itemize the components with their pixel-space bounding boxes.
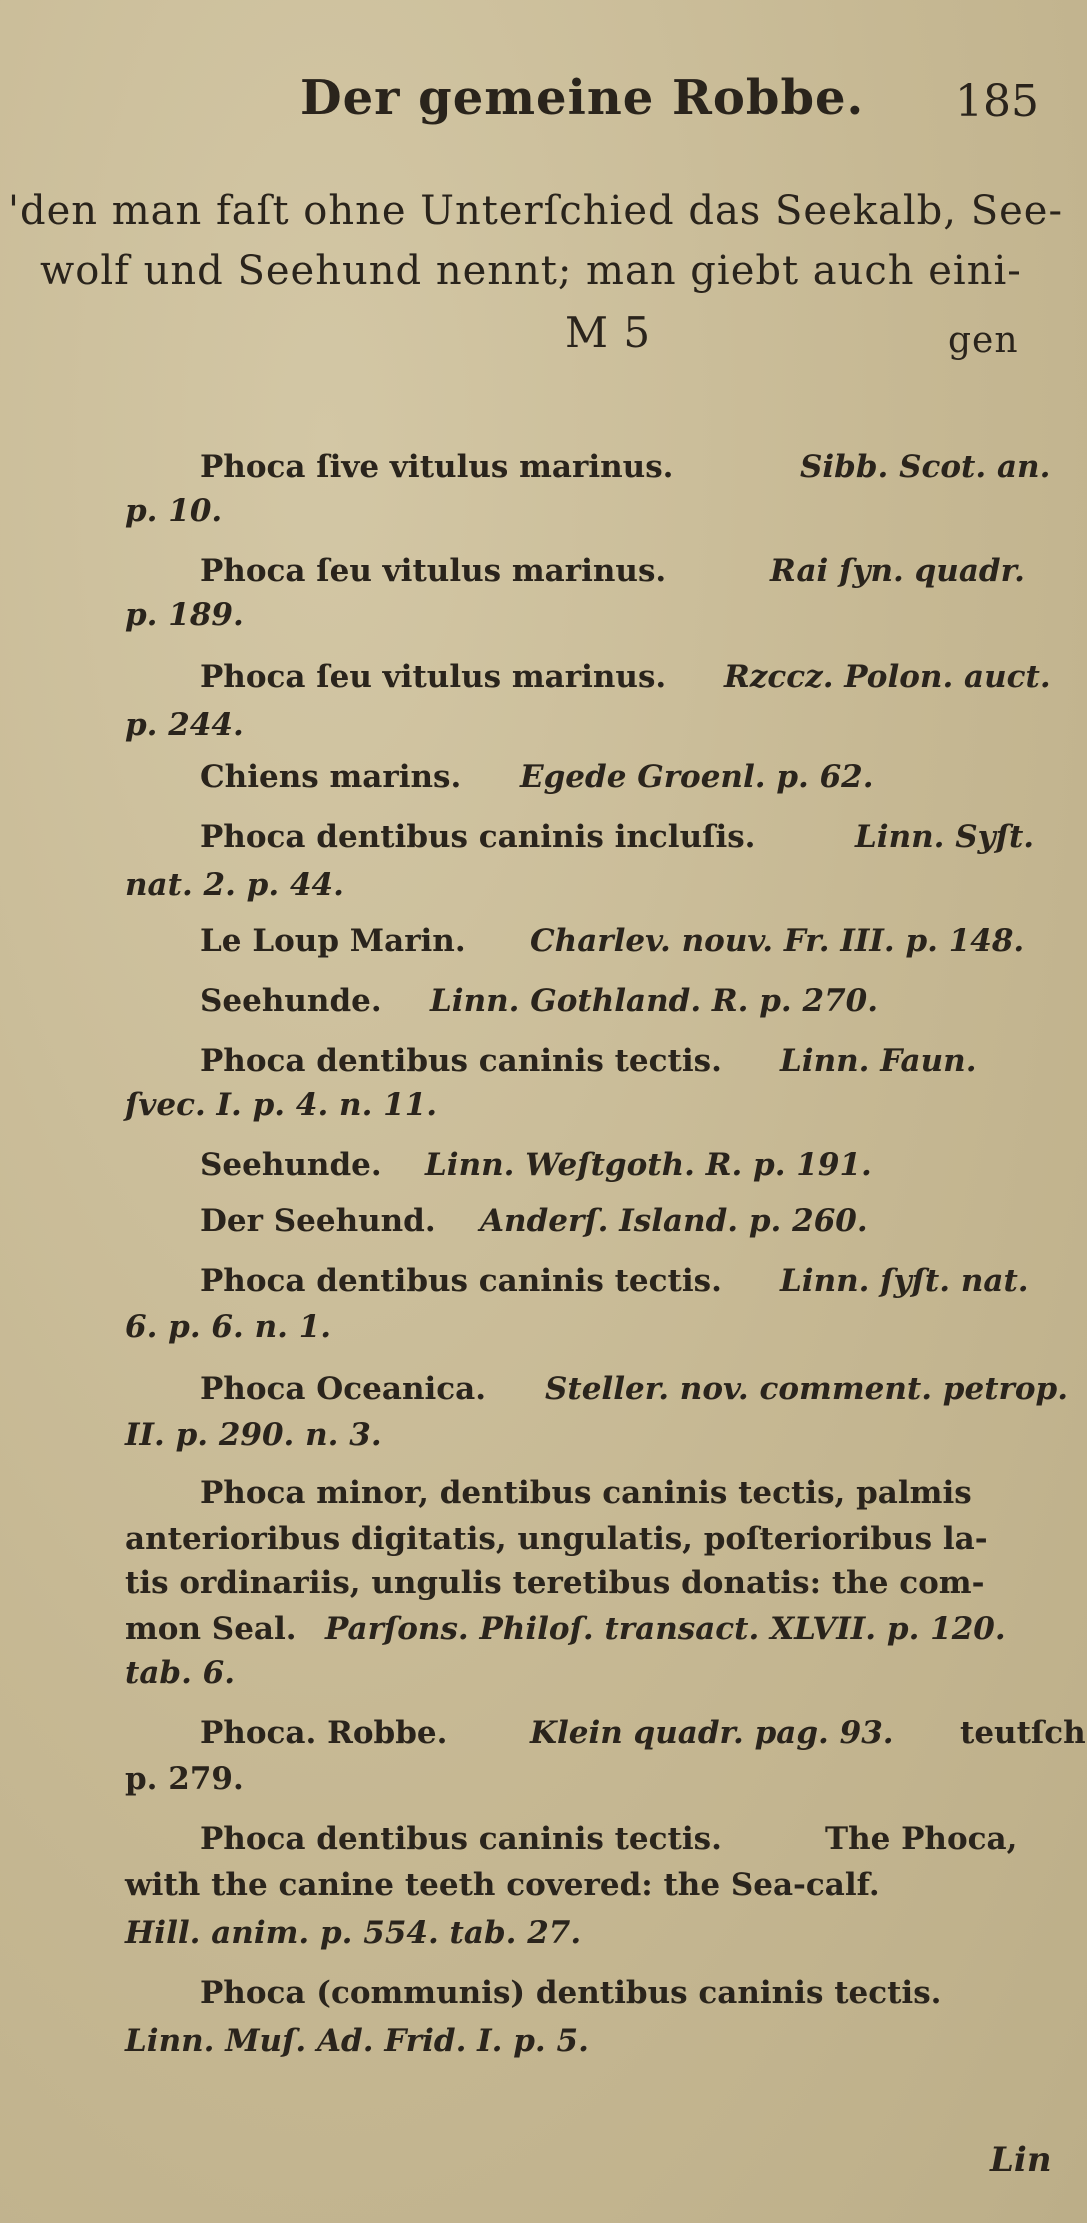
citation-ref: Linn. Syſt. — [855, 819, 1035, 855]
citation-11 — [200, 1263, 1029, 1299]
citation-text: Phoca dentibus caninis tectis. — [200, 1263, 722, 1299]
citation-3 — [200, 659, 1051, 695]
citation-text: Chiens marins. — [200, 759, 462, 795]
citation-ref: Klein quadr. pag. 93. — [530, 1715, 894, 1751]
citation-9 — [200, 1147, 872, 1183]
citation-1-cont: p. 10. — [125, 493, 223, 529]
citation-text: Seehunde. — [200, 1147, 382, 1183]
citation-3-cont: p. 244. — [125, 707, 244, 743]
citation-text: Seehunde. — [200, 983, 382, 1019]
citation-text: Phoca dentibus caninis incluſis. — [200, 819, 756, 855]
citation-ref: Steller. nov. comment. petrop. — [545, 1371, 1068, 1407]
citation-ref: Rai ſyn. quadr. — [770, 553, 1025, 589]
citation-12 — [200, 1371, 1068, 1407]
citation-text: Phoca. Robbe. — [200, 1715, 448, 1751]
citation-ref: Egede Groenl. p. 62. — [520, 759, 874, 795]
citation-7 — [200, 983, 879, 1019]
page-title: Der gemeine Robbe. — [300, 70, 865, 126]
citation-ref: Rzccz. Polon. auct. — [724, 659, 1051, 695]
citation-text: Phoca ſeu vitulus marinus. — [200, 659, 667, 695]
citation-text: Der Seehund. — [200, 1203, 436, 1239]
citation-5 — [200, 819, 1035, 855]
citation-text: Phoca Oceanica. — [200, 1371, 487, 1407]
citation-13-line-5: tab. 6. — [125, 1655, 236, 1691]
citation-1 — [200, 449, 1051, 485]
citation-text: Phoca dentibus caninis tectis. — [200, 1043, 722, 1079]
citation-ref: Linn. Gothland. R. p. 270. — [430, 983, 879, 1019]
citation-2 — [200, 553, 1025, 589]
citation-ref: Linn. Faun. — [780, 1043, 977, 1079]
citation-11-cont: 6. p. 6. n. 1. — [125, 1309, 332, 1345]
citation-13-line-4 — [125, 1611, 1006, 1647]
citation-16-line-1: Phoca (communis) dentibus caninis tectis. — [200, 1975, 942, 2011]
citation-ref: Sibb. Scot. an. — [800, 449, 1051, 485]
citation-text: Phoca dentibus caninis tectis. — [200, 1821, 722, 1857]
citation-extra: The Phoca, — [825, 1821, 1018, 1857]
citation-16-line-2: Linn. Muſ. Ad. Frid. I. p. 5. — [125, 2023, 589, 2059]
citation-ref: Charlev. nouv. Fr. III. p. 148. — [530, 923, 1025, 959]
catchword-bottom: Lin — [990, 2140, 1052, 2180]
body-line-1: 'den man faſt ohne Unterſchied das Seekalb, See- — [8, 188, 1063, 234]
citation-8-cont: ſvec. I. p. 4. n. 11. — [125, 1087, 438, 1123]
citation-text: Phoca ſeu vitulus marinus. — [200, 553, 667, 589]
citation-13-line-3: tis ordinariis, ungulis teretibus donatis: the com- — [125, 1565, 985, 1601]
citation-text: Le Loup Marin. — [200, 923, 466, 959]
running-head — [0, 70, 1087, 140]
citation-text: mon Seal. — [125, 1611, 297, 1647]
citation-ref: Linn. Weſtgoth. R. p. 191. — [425, 1147, 872, 1183]
citation-ref: Parſons. Philoſ. transact. XLVII. p. 120. — [325, 1611, 1006, 1647]
citation-10 — [200, 1203, 868, 1239]
citation-2-cont: p. 189. — [125, 597, 244, 633]
signature-mark: M 5 — [565, 308, 652, 357]
citation-13-line-1: Phoca minor, dentibus caninis tectis, palmis — [200, 1475, 972, 1511]
catchword-top: gen — [948, 320, 1019, 361]
citation-14 — [200, 1715, 1086, 1751]
citation-15-line-2: with the canine teeth covered: the Sea-calf. — [125, 1867, 880, 1903]
citation-12-cont: II. p. 290. n. 3. — [125, 1417, 382, 1453]
body-line-2: wolf und Seehund nennt; man giebt auch eini- — [40, 248, 1022, 294]
citation-5-cont: nat. 2. p. 44. — [125, 867, 344, 903]
citation-15-line-3: Hill. anim. p. 554. tab. 27. — [125, 1915, 582, 1951]
citation-ref: Linn. ſyſt. nat. — [780, 1263, 1029, 1299]
citation-ref: Anderſ. Island. p. 260. — [480, 1203, 868, 1239]
citation-15-line-1 — [200, 1821, 1018, 1857]
citation-14-cont: p. 279. — [125, 1761, 244, 1797]
citation-extra: teutſch — [960, 1715, 1086, 1751]
citation-4 — [200, 759, 874, 795]
citation-13-line-2: anterioribus digitatis, ungulatis, poſterioribus la- — [125, 1521, 988, 1557]
citation-6 — [200, 923, 1025, 959]
page-number: 185 — [955, 76, 1039, 127]
citation-text: Phoca ſive vitulus marinus. — [200, 449, 674, 485]
citation-8 — [200, 1043, 977, 1079]
